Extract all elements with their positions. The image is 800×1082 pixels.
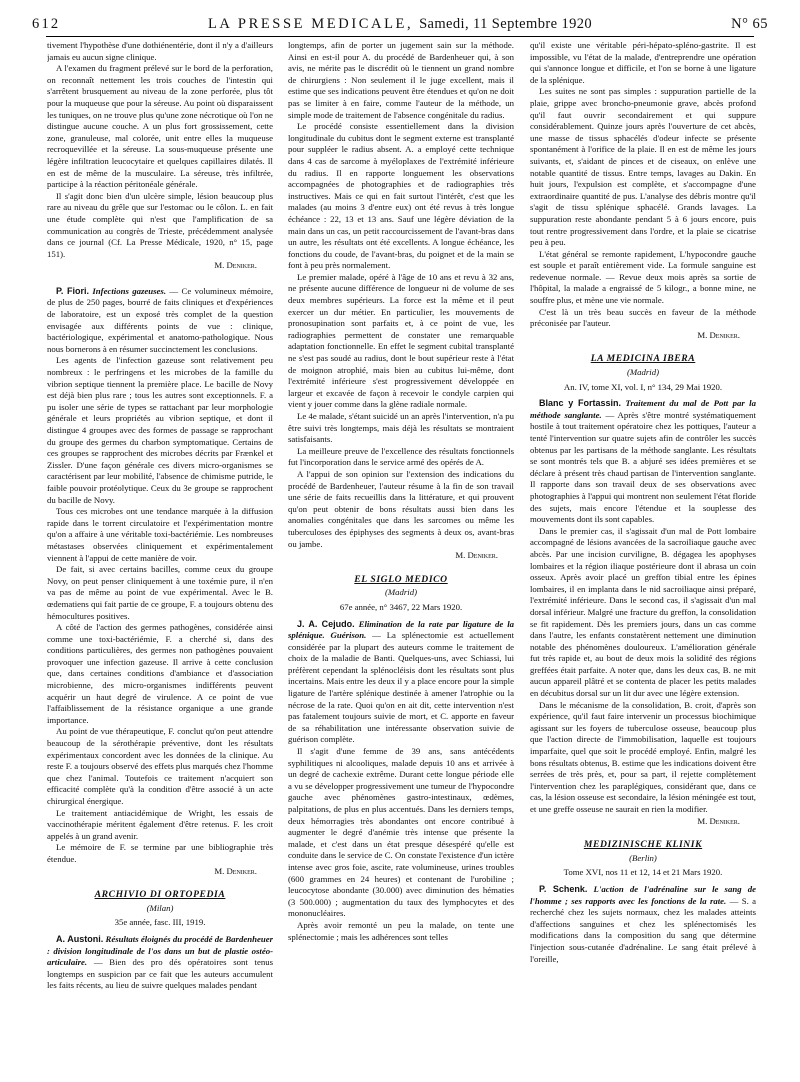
entry-text: — Bien des pro dés opératoires sont tenus longtemps en suspicion par ce fait que les auteurs accumulent les faits récents, au lieu de suivre quelques malades pendant [47, 957, 273, 991]
review-entry [47, 286, 273, 356]
journal-volume: Tome XVI, nos 11 et 12, 14 et 21 Mars 1920. [563, 867, 723, 878]
issue-date: Samedi, 11 Septembre 1920 [419, 16, 593, 32]
paragraph: A côté de l'action des germes pathogènes, considérée ainsi comme une toxi-bactériémie, F. a cherché si, dans des conditions particulières, des germes non pathogènes pouvaient provoquer une infection gazeuse. Il arrive à cette conclusion que, dans certaines conditions d'ambiance et d'association microbienne, des micro-organismes indifférents peuvent acquérir un haut degré de virulence. A ce point de vue l'affaiblissement de la résistance organique a une grande importance. [47, 622, 273, 725]
paragraph: Les agents de l'infection gazeuse sont relativement peu nombreux : le perfringens et les microbes de la famille du vibrion septique tiennent la première place. Le bacille de Novy est déjà bien plus rare ; tous les autres sont exceptionnels. F. a pu isoler une série de types se rattachant par leur morphologie générale et leurs propriétés au vibrion septique, et dont il distingue 4 groupes avec des formes de passage se rapprochant du groupe des germes du charbon symptomatique. Certains de ces groupes se rapprochent des microbes décrits par Frænkel et Zissler. D'une façon générale ces divers micro-organismes se caractérisent par leur mobilité, l'absence de chimisme putride, le faible pouvoir protéolytique. Ceux du 3e groupe se rapprochent du bacille de Novy. [47, 355, 273, 505]
paragraph: C'est là un très beau succès en faveur de la méthode préconisée par l'auteur. [530, 306, 756, 329]
entry-title: Résultats éloignés du procédé de Bardenheuer : division longitudinale de l'os dans un but de plastie ostéo-articulaire. [47, 933, 273, 968]
journal-volume: 67e année, n° 3467, 22 Mars 1920. [339, 601, 463, 612]
paragraph: A l'appui de son opinion sur l'extension des indications du procédé de Bardenheuer, l'auteur résume à la fin de son travail une série de faits recueillis dans la littérature, et qui prouvent qu'on peut obtenir de bons résultats aussi bien dans les anomalies congénitales que dans les sarcomes ou même les tuberculoses des épiphyses des segments à deux os, avant-bras ou jambe. [288, 468, 514, 549]
paragraph: Il s'agit d'une femme de 39 ans, sans antécédents syphilitiques ni alcooliques, malade depuis 10 ans et arrivée à un degré de cachexie extrême. Durant cette longue période elle a vu se développer progressivement une tumeur de l'hypocondre gauche avec phénomènes gastro-intestinaux, œdèmes, palpitations, de plus en plus accentués. Dans les derniers temps, deux hémorragies très abondantes ont encore contribué à augmenter le degré d'anémie très intense que présente la malade, et c'est dans un état presque désespéré qu'elle est conduite dans le service de C. On constate l'existence d'un ictère intense avec gros foie, ascite, rate volumineuse, urines troubles (600 grammes en 24 heures) et contenant de l'urobiline ; leucocytose abondante (30.000) avec diminution des hématies (3 500.000) ; augmentation du taux des lymphocytes et des mononucléaires. [288, 746, 514, 919]
column-left [47, 40, 273, 1076]
paragraph: La meilleure preuve de l'excellence des résultats fonctionnels fut l'incorporation dans le service armé des opérés de A. [288, 445, 514, 468]
signature: M. Deniker. [697, 329, 740, 340]
paragraph: De fait, si avec certains bacilles, comme ceux du groupe Novy, on peut penser cliniquement à une toxémie pure, il n'en va pas de même au point de vue expérimental. Avec le B. œdematiens qui fait partie de ce groupe, F. a toujours obtenu des hémocultures positives. [47, 564, 273, 621]
paragraph: Tous ces microbes ont une tendance marquée à la diffusion rapide dans le torrent circulatoire et l'expérimentation montre qu'on a affaire à une véritable toxi-bactériémie. Les nombreuses métastases observées cliniquement et expérimentalement viennent à l'appui de cette manière de voir. [47, 506, 273, 563]
entry-author: Blanc y Fortassin. [539, 398, 621, 409]
entry-text: — La splénectomie est actuellement considérée par la plupart des auteurs comme le traitement de choix de la maladie de Banti. Quelques-uns, avec Schiassi, lui préfèrent cependant la splénocléisis dont les résultats sont plus incertains. Mais entre les deux il y a place encore pour la simple ligature de l'artère splénique destinée à amener l'atrophie ou la nécrose de la rate. Quoi qu'on en ait dit, cette intervention n'est pas fatalement toujours suivie de mort, et C. apporte en faveur de sa réhabilitation une intéressante observation suivie de guérison complète. [288, 630, 514, 745]
page-number: 612 [32, 16, 61, 32]
paragraph: Après avoir remonté un peu la malade, on tente une splénectomie ; mais les adhérences sont telles [288, 919, 514, 942]
paragraph: Dans le premier cas, il s'agissait d'un mal de Pott lombaire accompagné de lésions avancées de la sacroiliaque gauche avec abcès. Par une incision curviligne, B. dégagea les apophyses lombaires et la région iliaque postérieure dont il abrasa un coin osseux. Après avoir placé un greffon tibial entre les épines lombaires, il en implanta dans le nid sacroiliaque ainsi préparé, l'extrémité inférieure. Dans le second cas, il s'agissait d'un mal dorsal inférieur. Malgré une fracture du greffon, la consolidation se fit rapidement. Dès les premiers jours, dans un cas comme dans l'autre, les enfants constatèrent nettement une diminution notable des phénomènes douloureux. L'amélioration générale fut très rapide et, au bout de deux mois la solidité des régions greffées était parfaite. A noter que, dans les deux cas, B. ne mit aucun appareil plâtré et se contenta de placer les petits malades en décubitus dorsal sur un lit dur avec une légère extension. [530, 525, 756, 699]
journal-volume: An. IV, tome XI, vol. I, n° 134, 29 Mai 1920. [563, 381, 723, 392]
entry-text: — S. a recherché chez les sujets normaux, chez les malades atteints d'affections sanguines et chez les splénectomisés les modifications dans la composition du sang que détermine l'injection sous-cutanée d'adrénaline. Le sang était prélevé à l'oreille, [530, 895, 756, 964]
column-middle [288, 40, 514, 1076]
paragraph: qu'il existe une véritable péri-hépato-spléno-gastrite. Il est impossible, vu l'état de la malade, d'entreprendre une opération qui s'annonce longue et difficile, et l'on se borne à une ligature de la splénique. [530, 40, 756, 85]
paragraph: Dans le mécanisme de la consolidation, B. croit, d'après son expérience, qu'il faut faire intervenir un processus biochimique agissant sur les foyers de tuberculose osseuse, beaucoup plus que l'action directe de l'immobilisation, laquelle est toujours imparfaite, quel que soit le procédé employé. Enfin, malgré les bons résultats obtenus, B. estime que les indications doivent être serrées de très près, et, pour sa part, il rejette complètement l'intervention chez les paraplégiques, considérant que, dans ce cas, la lésion osseuse est secondaire, la lésion méningée est tout, et une greffe osseuse ne saurait en rien la modifier. [530, 699, 756, 814]
paragraph: Au point de vue thérapeutique, F. conclut qu'on peut attendre beaucoup de la sérothérapie préventive, dont les résultats expérimentaux concordent avec les données de la clinique. Au reste F. a toujours observé des effets plus marqués chez l'homme que chez l'animal. Toutefois ce traitement n'acquiert son efficacité complète qu'à la condition d'être associé à un acte chirurgical énergique. [47, 726, 273, 806]
entry-title: Traitement du mal de Pott par la méthode sanglante. [530, 398, 756, 420]
paragraph: Le mémoire de F. se termine par une bibliographie très étendue. [47, 842, 273, 864]
entry-title: Infections gazeuses. [92, 285, 167, 296]
journal-name: LA PRESSE MEDICALE, [207, 16, 414, 32]
signature: M. Deniker. [214, 260, 257, 271]
issue-number: N° 65 [731, 16, 768, 32]
review-entry [530, 884, 756, 965]
entry-author: P. Fiori. [56, 285, 90, 296]
entry-title: Elimination de la rate par ligature de la splénique. Guérison. [288, 618, 514, 641]
header-rule [46, 36, 754, 37]
paragraph: Il s'agit donc bien d'un ulcère simple, lésion beaucoup plus rare au niveau du grêle que sur l'estomac ou le côlon. L. en fait une étude complète qui n'est que l'amplification de sa communication au congrès de Trieste, précédemment analysée dans ce journal (Cf. La Presse Médicale, 1920, n° 15, page 151). [47, 190, 273, 259]
review-entry [47, 934, 273, 992]
signature: M. Deniker. [214, 865, 257, 876]
entry-author: A. Austoni. [56, 933, 104, 944]
entry-text: — Ce volumineux mémoire, de plus de 250 pages, bourré de faits cliniques et d'expériences de laboratoire, est un exposé très complet de la question envisagée aux différents points de vue : clinique, bactériologique, expérimental et anatomo-pathologique. Nous nous bornerons à en résumer succinctement les conclusions. [47, 285, 273, 354]
paragraph: Les suites ne sont pas simples : suppuration partielle de la plaie, grippe avec broncho-pneumonie grave, abcès profond qu'il faut ouvrir secondairement et qui suppure considérablement. Quinze jours après l'ouverture de cet abcès, une masse de tissus sphacélés d'odeur infecte se présente spontanément à l'orifice de la plaie. Il en est de même les jours suivants, et, s'aidant de pinces et de ciseaux, on enlève une notable quantité de tissus. Entre temps, lavages au Dakin. En huit jours, l'expulsion est complète, et s'accompagne d'une extraordinaire quantité de pus. L'analyse des débris montre qu'il s'agit de tissu splénique sphacélé. Grands lavages. La suppuration reste abondante pendant 5 à 6 jours encore, puis tout rentre progressivement dans l'ordre, et la plaie se cicatrise peu à peu. [530, 86, 756, 248]
journal-section-title: EL SIGLO MEDICO [354, 573, 448, 585]
journal-section-title: ARCHIVIO DI ORTOPEDIA [94, 889, 226, 901]
paragraph: A l'examen du fragment prélevé sur le bord de la perforation, on reconnaît nettement les trois couches de l'intestin qui s'arrêtent brusquement au niveau de la zone perforée, plus tôt pour la muqueuse que pour la séreuse. Au point où disparaissent les tuniques, on ne trouve plus qu'une zone nécrotique où l'on ne distingue aucune couche. A un plus fort grossissement, cette zone, granuleuse, mal colorée, unit entre elles la muqueuse recroquevillée et la séreuse. La sous-muqueuse présente une légère infiltration leucocytaire et quelques capillaires dilatés. Il en est de même de la musculaire. La séreuse, très infiltrée, participe à la réaction péritonéale générale. [47, 63, 273, 190]
journal-city: (Milan) [146, 902, 174, 913]
journal-city: (Madrid) [384, 587, 418, 598]
column-right [530, 40, 756, 1076]
entry-author: P. Schenk. [539, 883, 588, 894]
paragraph: Le premier malade, opéré à l'âge de 10 ans et revu à 32 ans, ne présente aucune différence de longueur ni de volume de ses deux membres supérieurs. La force est la même et il peut exercer un dur métier. En particulier, les mouvements de pronosupination sont parfaits et, à ce point de vue, les radiographies permettent de constater une remarquable adaptation fonctionnelle. En effet le segment cubital transplanté ne s'est pas soudé au radius, dont le bout supérieur reste à l'état de moignon atrophié, mais bien au cubitus lui-même, dont l'extrémité inférieure s'est progressivement développée en largeur et excavée de façon à recevoir le condyle carpien qui vient y jouer comme dans la glène radiale normale. [288, 271, 514, 410]
review-entry [530, 398, 756, 526]
signature: M. Deniker. [455, 550, 498, 561]
entry-author: J. A. Cejudo. [297, 618, 355, 629]
journal-section-title: LA MEDICINA IBERA [590, 353, 696, 365]
running-title [24, 16, 776, 33]
entry-title: L'action de l'adrénaline sur le sang de l'homme ; ses rapports avec les fonctions de la rate. [530, 883, 756, 906]
signature: M. Deniker. [697, 815, 740, 826]
review-entry [288, 619, 514, 747]
paragraph: Le procédé consiste essentiellement dans la division longitudinale du cubitus dont le segment externe est transplanté pour suppléer le radius absent. A. a employé cette technique dans 4 cas de sarcome à myéloplaxes de l'extrémité inférieure du radius. Il en rapporte longuement les observations accompagnées de photographies et de radiographies très instructives. Mais ce qui en fait surtout l'intérêt, c'est que les malades (au moins 3 d'entre eux) ont été revus à très longue échéance : 22, 13 et 13 ans. Sauf une légère déviation de la main dans un cas, un petit raccourcissement de l'avant-bras dans un autre, les résultats ont été excellents. A longue échéance, les fonctions du coude, de l'avant-bras, du poignet et de la main se font à peu près normalement. [288, 121, 514, 271]
paragraph: L'état général se remonte rapidement, L'hypocondre gauche est souple et paraît entièrement vide. La formule sanguine est redevenue normale. — Revue deux mois après sa sortie de l'hôpital, la malade a engraissé de 5 kilogr., a bonne mine, ne souffre plus, et mène une vie normale. [530, 248, 756, 306]
paragraph: Le 4e malade, s'étant suicidé un an après l'intervention, n'a pu être suivi très longtemps, mais déjà les résultats se montraient satisfaisants. [288, 411, 514, 445]
paragraph: longtemps, afin de porter un jugement sain sur la méthode. Ainsi en est-il pour A. du procédé de Bardenheuer qui, à son avis, ne mérite pas le discrédit où le tiennent un grand nombre de chirurgiens : Non seulement il le juge excellent, mais il estime que ses indications peuvent être étendues et qu'on ne doit pas se limiter à en faire, comme l'auteur de la méthode, un simple mode de traitement de l'absence congénitale du radius. [288, 40, 514, 120]
journal-volume: 35e année, fasc. III, 1919. [114, 917, 206, 928]
journal-city: (Berlin) [629, 852, 657, 863]
paragraph: Le traitement antiacidémique de Wright, les essais de vaccinothérapie méritent également d'être retenus. F. les croit appelés à un grand avenir. [47, 807, 273, 841]
page-header [24, 14, 776, 36]
journal-city: (Madrid) [626, 367, 660, 378]
paragraph: tivement l'hypothèse d'une dothiénentérie, dont il n'y a d'ailleurs jamais eu aucun signe clinique. [47, 40, 273, 62]
journal-section-title: MEDIZINISCHE KLINIK [583, 839, 703, 851]
entry-text: — Après s'être montré systématiquement hostile à tout traitement opératoire chez les pottiques, l'auteur a tenté l'intervention sur quatre sujets afin de contrôler les succès obtenus par les partisans de la méthode sanglante. Les résultats se sont montrés tels que B. a abjuré ses idées premières et se déclare à présent très chaud partisan de l'intervention sanglante. Il rapporte dans son travail deux de ses observations avec photographies à l'appui qui montrent non seulement l'état floride des sujets, mais encore l'étendue et la souplesse des mouvements dont ils sont capables. [530, 409, 756, 525]
